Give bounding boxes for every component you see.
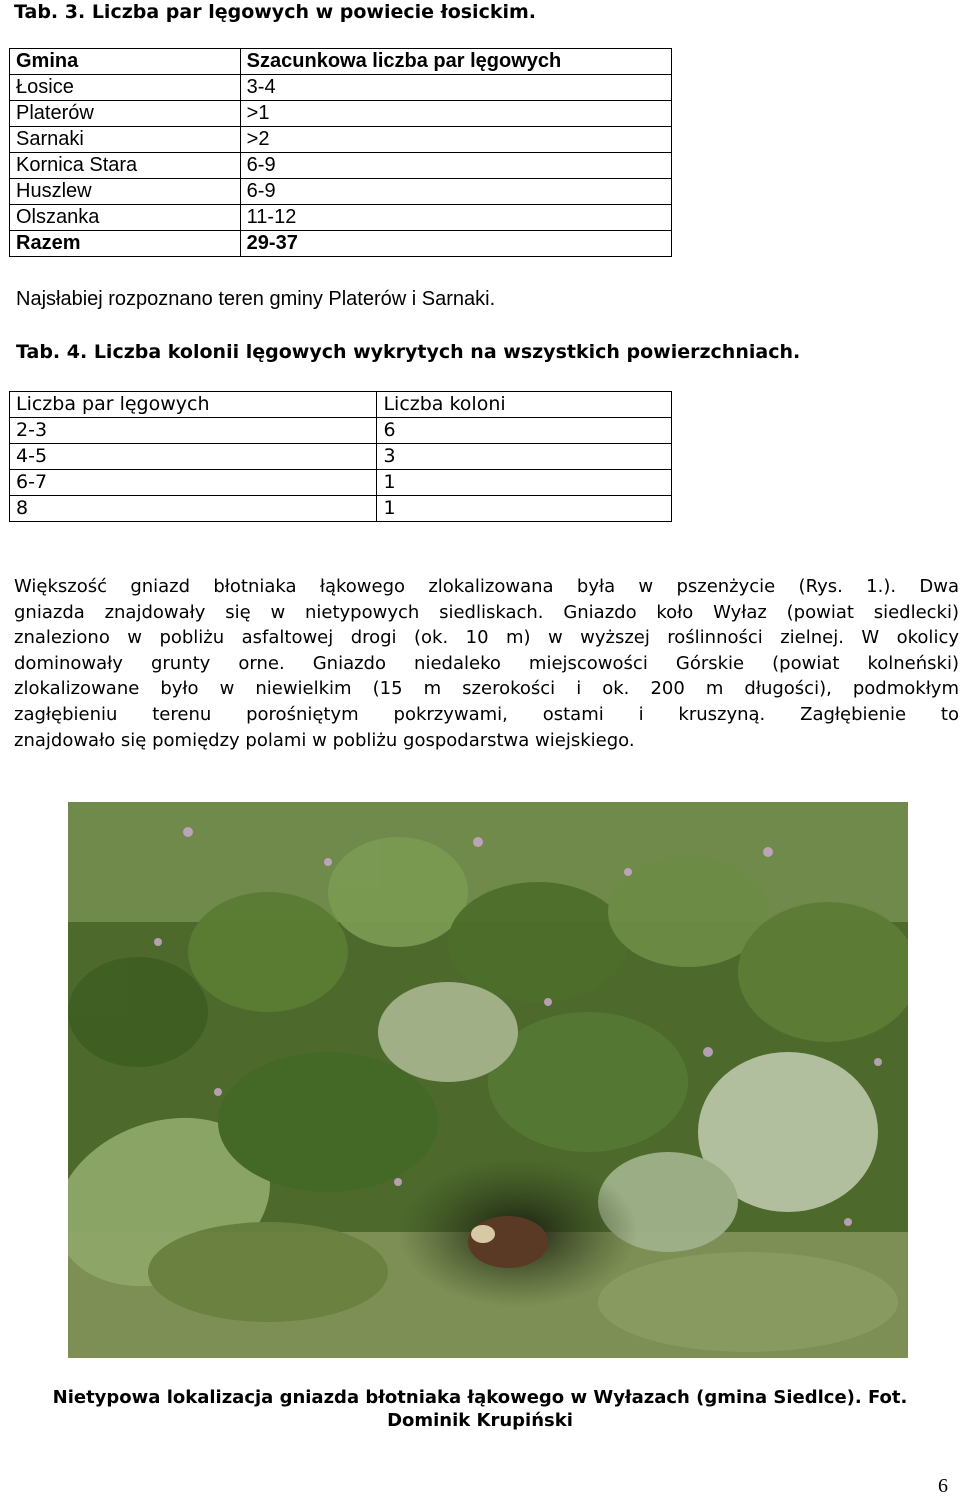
paragraph-line: znajdowało się pomiędzy polami w pobliżu gospodarstwa wiejskiego. xyxy=(14,729,635,751)
table4-cell: 1 xyxy=(377,470,672,496)
table3-title: Tab. 3. Liczba par lęgowych w powiecie łosickim. xyxy=(14,1,536,23)
paragraph-line: gniazda znajdowały się w nietypowych siedliskach. Gniazdo koło Wyłaz (powiat siedlecki) xyxy=(14,601,959,623)
paragraph-line: zagłębieniu terenu porośniętym pokrzywami, ostami i kruszyną. Zagłębienie to xyxy=(14,703,959,725)
table4-header-colonies: Liczba koloni xyxy=(377,392,672,418)
table4-cell: 8 xyxy=(10,496,377,522)
table3-header-pairs: Szacunkowa liczba par lęgowych xyxy=(240,49,671,75)
caption-line: Dominik Krupiński xyxy=(387,1410,573,1431)
paragraph-line: zlokalizowane było w niewielkim (15 m szerokości i ok. 200 m długości), podmokłym xyxy=(14,678,959,700)
table4-cell: 3 xyxy=(377,444,672,470)
table3-cell: 6-9 xyxy=(240,179,671,205)
table-row xyxy=(10,127,672,153)
table3-cell: 11-12 xyxy=(240,205,671,231)
table4-header-pairs: Liczba par lęgowych xyxy=(10,392,377,418)
table3-cell: Huszlew xyxy=(10,179,241,205)
body-paragraph xyxy=(14,574,959,753)
table4-cell: 4-5 xyxy=(10,444,377,470)
paragraph-line: Większość gniazd błotniaka łąkowego zlokalizowana była w pszenżycie (Rys. 1.). Dwa xyxy=(14,576,959,597)
table-row xyxy=(10,418,672,444)
table-row xyxy=(10,444,672,470)
table3-cell: Kornica Stara xyxy=(10,153,241,179)
paragraph-line: znaleziono w pobliżu asfaltowej drogi (ok. 10 m) w wyższej roślinności zielnej. W okolicy xyxy=(14,627,959,649)
table3-total-value: 29-37 xyxy=(240,231,671,257)
table4-header-row xyxy=(10,392,672,418)
table4-title: Tab. 4. Liczba kolonii lęgowych wykrytych na wszystkich powierzchniach. xyxy=(16,341,801,363)
table3-header-row xyxy=(10,49,672,75)
table-row xyxy=(10,75,672,101)
caption-line: Nietypowa lokalizacja gniazda błotniaka łąkowego w Wyłazach (gmina Siedlce). Fot. xyxy=(52,1387,908,1408)
nest-photo-illustration xyxy=(68,802,908,1358)
table-row xyxy=(10,470,672,496)
table3-cell: Olszanka xyxy=(10,205,241,231)
table4-cell: 1 xyxy=(377,496,672,522)
table-row xyxy=(10,101,672,127)
table3-total-label: Razem xyxy=(10,231,241,257)
table-row xyxy=(10,205,672,231)
table3-cell: 6-9 xyxy=(240,153,671,179)
table3-total-row xyxy=(10,231,672,257)
table4 xyxy=(9,391,672,522)
table3-header-gmina: Gmina xyxy=(10,49,241,75)
table3-cell: 3-4 xyxy=(240,75,671,101)
nest-photo xyxy=(68,802,908,1358)
table-row xyxy=(10,179,672,205)
table3-cell: Łosice xyxy=(10,75,241,101)
table4-cell: 2-3 xyxy=(10,418,377,444)
table3-cell: Sarnaki xyxy=(10,127,241,153)
table-row xyxy=(10,153,672,179)
note-text: Najsłabiej rozpoznano teren gminy Platerów i Sarnaki. xyxy=(16,288,496,310)
table4-cell: 6 xyxy=(377,418,672,444)
table3-cell: Platerów xyxy=(10,101,241,127)
table3-cell: >1 xyxy=(240,101,671,127)
table4-cell: 6-7 xyxy=(10,470,377,496)
paragraph-line: dominowały grunty orne. Gniazdo niedaleko miejscowości Górskie (powiat kolneński) xyxy=(14,652,959,674)
table3 xyxy=(9,48,672,257)
page-number: 6 xyxy=(938,1475,948,1497)
photo-caption xyxy=(0,1386,960,1432)
table-row xyxy=(10,496,672,522)
table3-cell: >2 xyxy=(240,127,671,153)
